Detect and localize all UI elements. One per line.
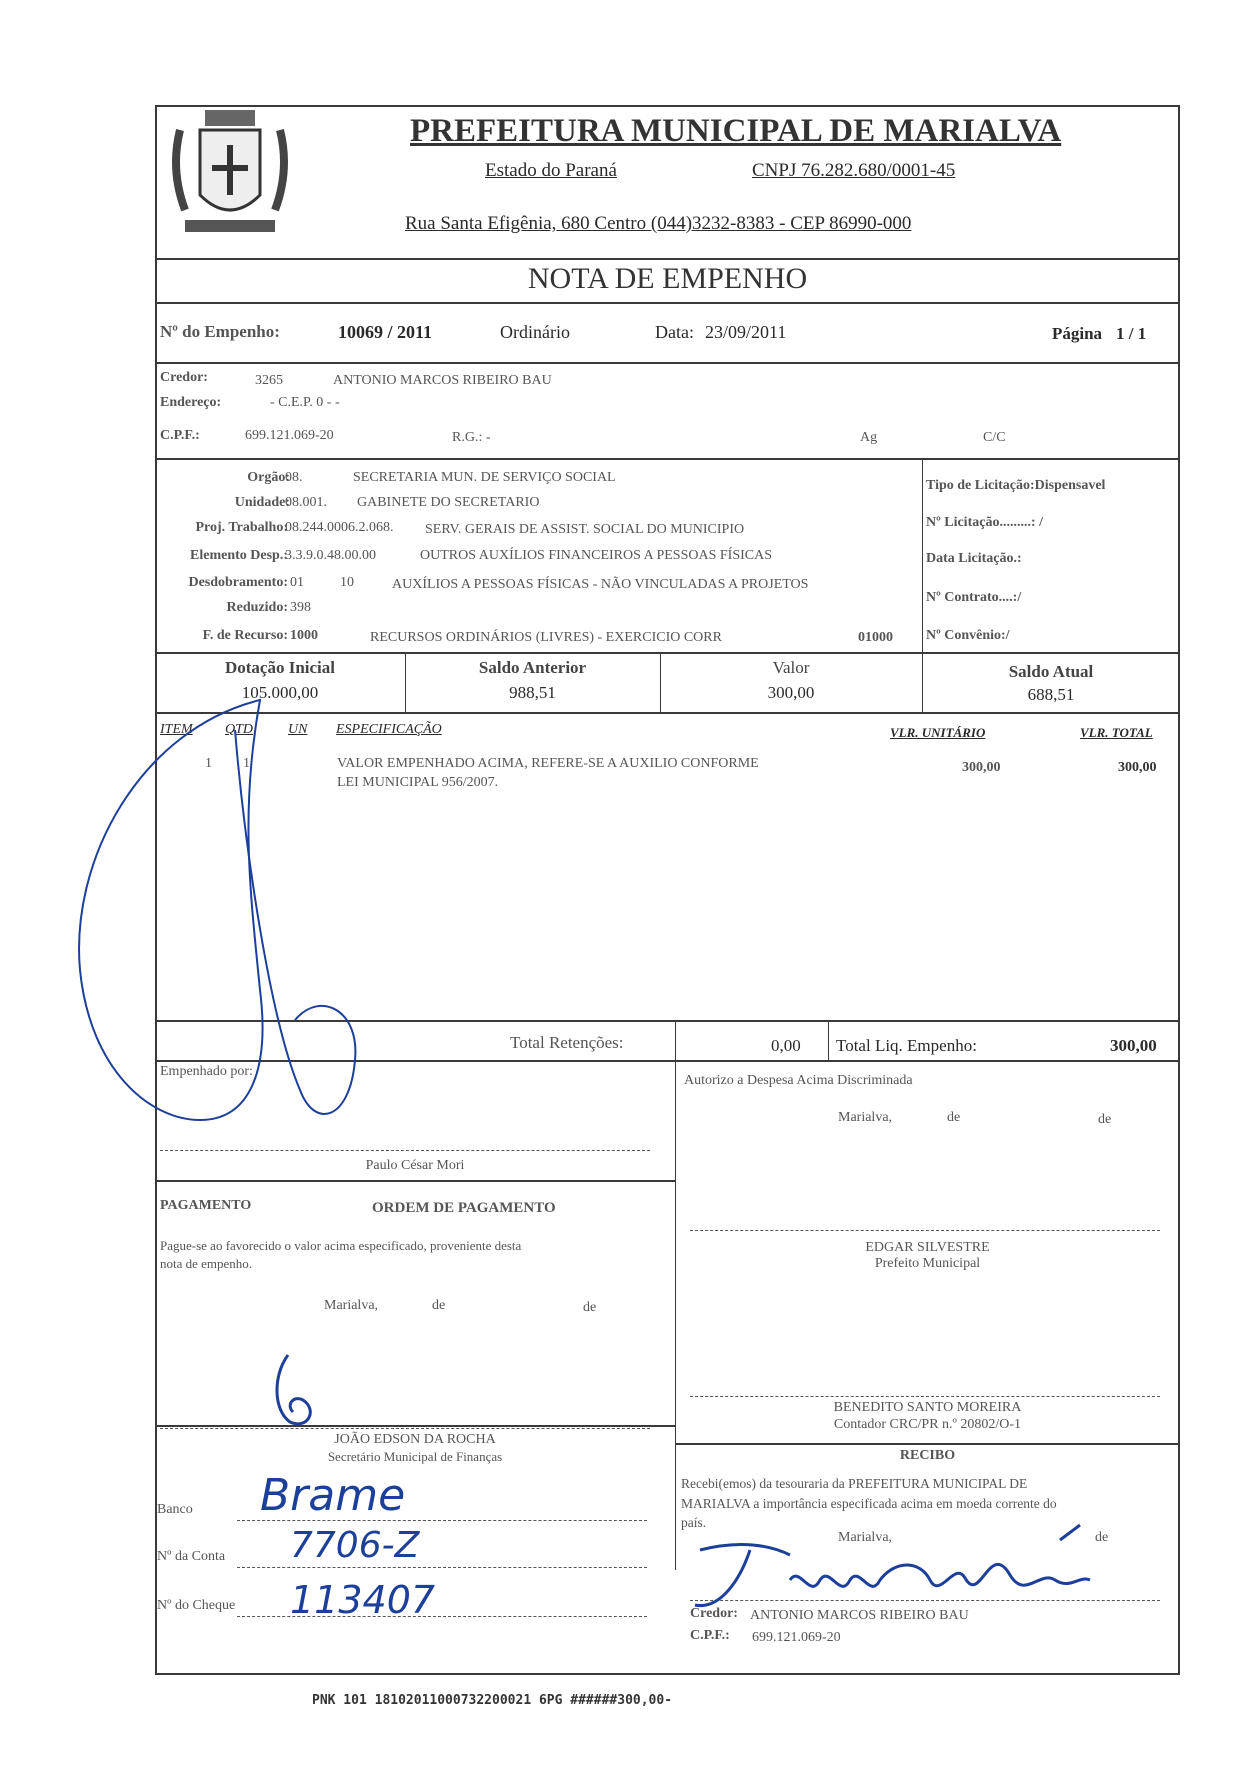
unidade-label: Unidade: bbox=[234, 495, 290, 510]
autorizo-place: Marialva, bbox=[838, 1110, 893, 1125]
initial-mark bbox=[268, 1350, 328, 1430]
item-unit-value: 300,00 bbox=[962, 760, 1001, 775]
autorizo-text: Autorizo a Despesa Acima Discriminada bbox=[684, 1073, 913, 1088]
banco-label: Banco bbox=[157, 1502, 193, 1517]
autorizo-de2: de bbox=[1098, 1112, 1112, 1127]
header-cnpj: CNPJ 76.282.680/0001-45 bbox=[752, 160, 956, 181]
cpf-value: 699.121.069-20 bbox=[245, 428, 334, 443]
cpf-label: C.P.F.: bbox=[160, 428, 200, 443]
pagamento-label: PAGAMENTO bbox=[160, 1198, 252, 1213]
mayor-name: EDGAR SILVESTRE bbox=[865, 1240, 990, 1255]
credor-signature bbox=[680, 1520, 1100, 1630]
saldo-anterior-value: 988,51 bbox=[509, 683, 556, 702]
conta-value: 7706-Z bbox=[290, 1525, 420, 1566]
fonte-code: 1000 bbox=[290, 628, 318, 643]
mayor-title: Prefeito Municipal bbox=[874, 1256, 981, 1271]
item-total-value: 300,00 bbox=[1118, 760, 1157, 775]
numero-licitacao: Nº Licitação.........: / bbox=[926, 515, 1043, 530]
orgao-label: Orgão: bbox=[247, 470, 290, 485]
footer-code: PNK 101 18102011000732200021 6PG ######300,00- bbox=[312, 1693, 673, 1708]
credor-name: ANTONIO MARCOS RIBEIRO BAU bbox=[333, 373, 552, 388]
header-state: Estado do Paraná bbox=[485, 160, 617, 181]
unidade-code: 08.001. bbox=[285, 495, 327, 510]
valor-label: Valor bbox=[772, 658, 810, 677]
col-spec: ESPECIFICAÇÃO bbox=[336, 722, 442, 737]
saldo-atual-value: 688,51 bbox=[1027, 685, 1075, 704]
handwritten-scribble bbox=[60, 690, 400, 1160]
item-number: 1 bbox=[205, 756, 212, 771]
empenhado-name: Paulo César Mori bbox=[365, 1158, 465, 1173]
desdobramento-label: Desdobramento: bbox=[188, 575, 288, 590]
recibo-credor-name: ANTONIO MARCOS RIBEIRO BAU bbox=[750, 1608, 969, 1623]
col-item: ITEM bbox=[160, 722, 193, 737]
tipo-licitacao: Tipo de Licitação:Dispensavel bbox=[926, 478, 1106, 493]
pagamento-place: Marialva, bbox=[324, 1298, 379, 1313]
recibo-text3: país. bbox=[681, 1515, 707, 1530]
item-spec-line1: VALOR EMPENHADO ACIMA, REFERE-SE A AUXILIO CONFORME bbox=[337, 756, 759, 771]
col-unit: VLR. UNITÁRIO bbox=[890, 725, 986, 740]
saldo-anterior-label: Saldo Anterior bbox=[478, 658, 587, 677]
header-address: Rua Santa Efigênia, 680 Centro (044)3232-8383 - CEP 86990-000 bbox=[405, 213, 912, 234]
conta-label: Nº da Conta bbox=[157, 1549, 226, 1564]
endereco-value: - C.E.P. 0 - - bbox=[270, 395, 340, 410]
saldo-atual-label: Saldo Atual bbox=[1008, 662, 1094, 681]
elemento-label: Elemento Desp.: bbox=[190, 548, 288, 563]
contador-name: BENEDITO SANTO MOREIRA bbox=[833, 1400, 1022, 1415]
contador-title: Contador CRC/PR n.º 20802/O-1 bbox=[833, 1417, 1022, 1432]
item-qtd: 1 bbox=[243, 756, 250, 771]
elemento-code: 3.3.9.0.48.00.00 bbox=[285, 548, 376, 563]
fonte-desc: RECURSOS ORDINÁRIOS (LIVRES) - EXERCICIO CORR bbox=[370, 630, 722, 645]
col-un: UN bbox=[288, 722, 308, 737]
total-liq-label: Total Liq. Empenho: bbox=[836, 1036, 977, 1055]
rg-label: R.G.: - bbox=[452, 430, 491, 445]
col-qtd: QTD bbox=[225, 722, 254, 737]
empenho-date-label: Data: bbox=[655, 322, 694, 342]
proj-code: 08.244.0006.2.068. bbox=[285, 520, 394, 535]
page-number: 1 / 1 bbox=[1116, 324, 1147, 343]
dotacao-inicial-label: Dotação Inicial bbox=[224, 658, 336, 677]
banco-value: Brame bbox=[260, 1470, 406, 1521]
recibo-label: RECIBO bbox=[899, 1448, 956, 1463]
orgao-code: 08. bbox=[285, 470, 303, 485]
endereco-label: Endereço: bbox=[160, 395, 222, 410]
dotacao-inicial-value: 105.000,00 bbox=[241, 683, 319, 702]
valor-value: 300,00 bbox=[767, 683, 815, 702]
desdobramento-code1: 01 bbox=[290, 575, 304, 590]
reduzido-label: Reduzido: bbox=[226, 600, 288, 615]
pagamento-text2: nota de empenho. bbox=[160, 1256, 253, 1271]
recibo-text2: MARIALVA a importância especificada acima em moeda corrente do bbox=[681, 1496, 1057, 1511]
recibo-text1: Recebi(emos) da tesouraria da PREFEITURA MUNICIPAL DE bbox=[681, 1476, 1028, 1491]
secretario-title: Secretário Municipal de Finanças bbox=[327, 1449, 503, 1464]
recibo-place: Marialva, bbox=[838, 1530, 893, 1545]
page-label: Página bbox=[1052, 324, 1103, 343]
empenho-date: 23/09/2011 bbox=[705, 322, 787, 342]
cheque-value: 113407 bbox=[290, 1578, 436, 1622]
orgao-desc: SECRETARIA MUN. DE SERVIÇO SOCIAL bbox=[353, 470, 616, 485]
fonte-code2: 01000 bbox=[858, 630, 893, 645]
empenho-number: 10069 / 2011 bbox=[338, 322, 433, 342]
total-retencoes-value: 0,00 bbox=[771, 1036, 801, 1055]
ag-label: Ag bbox=[860, 430, 878, 445]
proj-label: Proj. Trabalho: bbox=[195, 520, 288, 535]
document-title: NOTA DE EMPENHO bbox=[527, 262, 808, 295]
desdobramento-code2: 10 bbox=[340, 575, 354, 590]
credor-code: 3265 bbox=[255, 373, 283, 388]
total-retencoes-label: Total Retenções: bbox=[510, 1033, 624, 1052]
empenho-type: Ordinário bbox=[500, 322, 570, 342]
fonte-label: F. de Recurso: bbox=[202, 628, 288, 643]
elemento-desc: OUTROS AUXÍLIOS FINANCEIROS A PESSOAS FÍSICAS bbox=[420, 548, 773, 563]
recibo-de: de bbox=[1095, 1530, 1109, 1545]
col-total: VLR. TOTAL bbox=[1080, 725, 1153, 740]
data-licitacao: Data Licitação.: bbox=[926, 551, 1022, 566]
empenho-number-label: Nº do Empenho: bbox=[160, 322, 280, 341]
total-liq-value: 300,00 bbox=[1110, 1036, 1157, 1055]
ordem-pagamento-label: ORDEM DE PAGAMENTO bbox=[372, 1200, 556, 1216]
cc-label: C/C bbox=[983, 430, 1006, 445]
pagamento-text1: Pague-se ao favorecido o valor acima especificado, proveniente desta bbox=[160, 1238, 522, 1253]
autorizo-de1: de bbox=[947, 1110, 961, 1125]
item-spec-line2: LEI MUNICIPAL 956/2007. bbox=[337, 775, 499, 790]
header-title: PREFEITURA MUNICIPAL DE MARIALVA bbox=[410, 113, 1062, 149]
reduzido-value: 398 bbox=[290, 600, 311, 615]
desdobramento-desc: AUXÍLIOS A PESSOAS FÍSICAS - NÃO VINCULADAS A PROJETOS bbox=[392, 577, 809, 592]
empenhado-label: Empenhado por: bbox=[160, 1064, 253, 1079]
pagamento-de1: de bbox=[432, 1298, 446, 1313]
unidade-desc: GABINETE DO SECRETARIO bbox=[357, 495, 540, 510]
pagamento-de2: de bbox=[583, 1300, 597, 1315]
credor-label: Credor: bbox=[160, 370, 208, 385]
numero-contrato: Nº Contrato....:/ bbox=[926, 590, 1022, 605]
recibo-cpf-label: C.P.F.: bbox=[690, 1628, 730, 1643]
cheque-label: Nº do Cheque bbox=[157, 1598, 236, 1613]
proj-desc: SERV. GERAIS DE ASSIST. SOCIAL DO MUNICIPIO bbox=[425, 522, 745, 537]
numero-convenio: Nº Convênio:/ bbox=[926, 628, 1010, 643]
recibo-credor-label: Credor: bbox=[690, 1606, 738, 1621]
recibo-cpf: 699.121.069-20 bbox=[752, 1630, 841, 1645]
secretario-name: JOÃO EDSON DA ROCHA bbox=[334, 1432, 496, 1447]
